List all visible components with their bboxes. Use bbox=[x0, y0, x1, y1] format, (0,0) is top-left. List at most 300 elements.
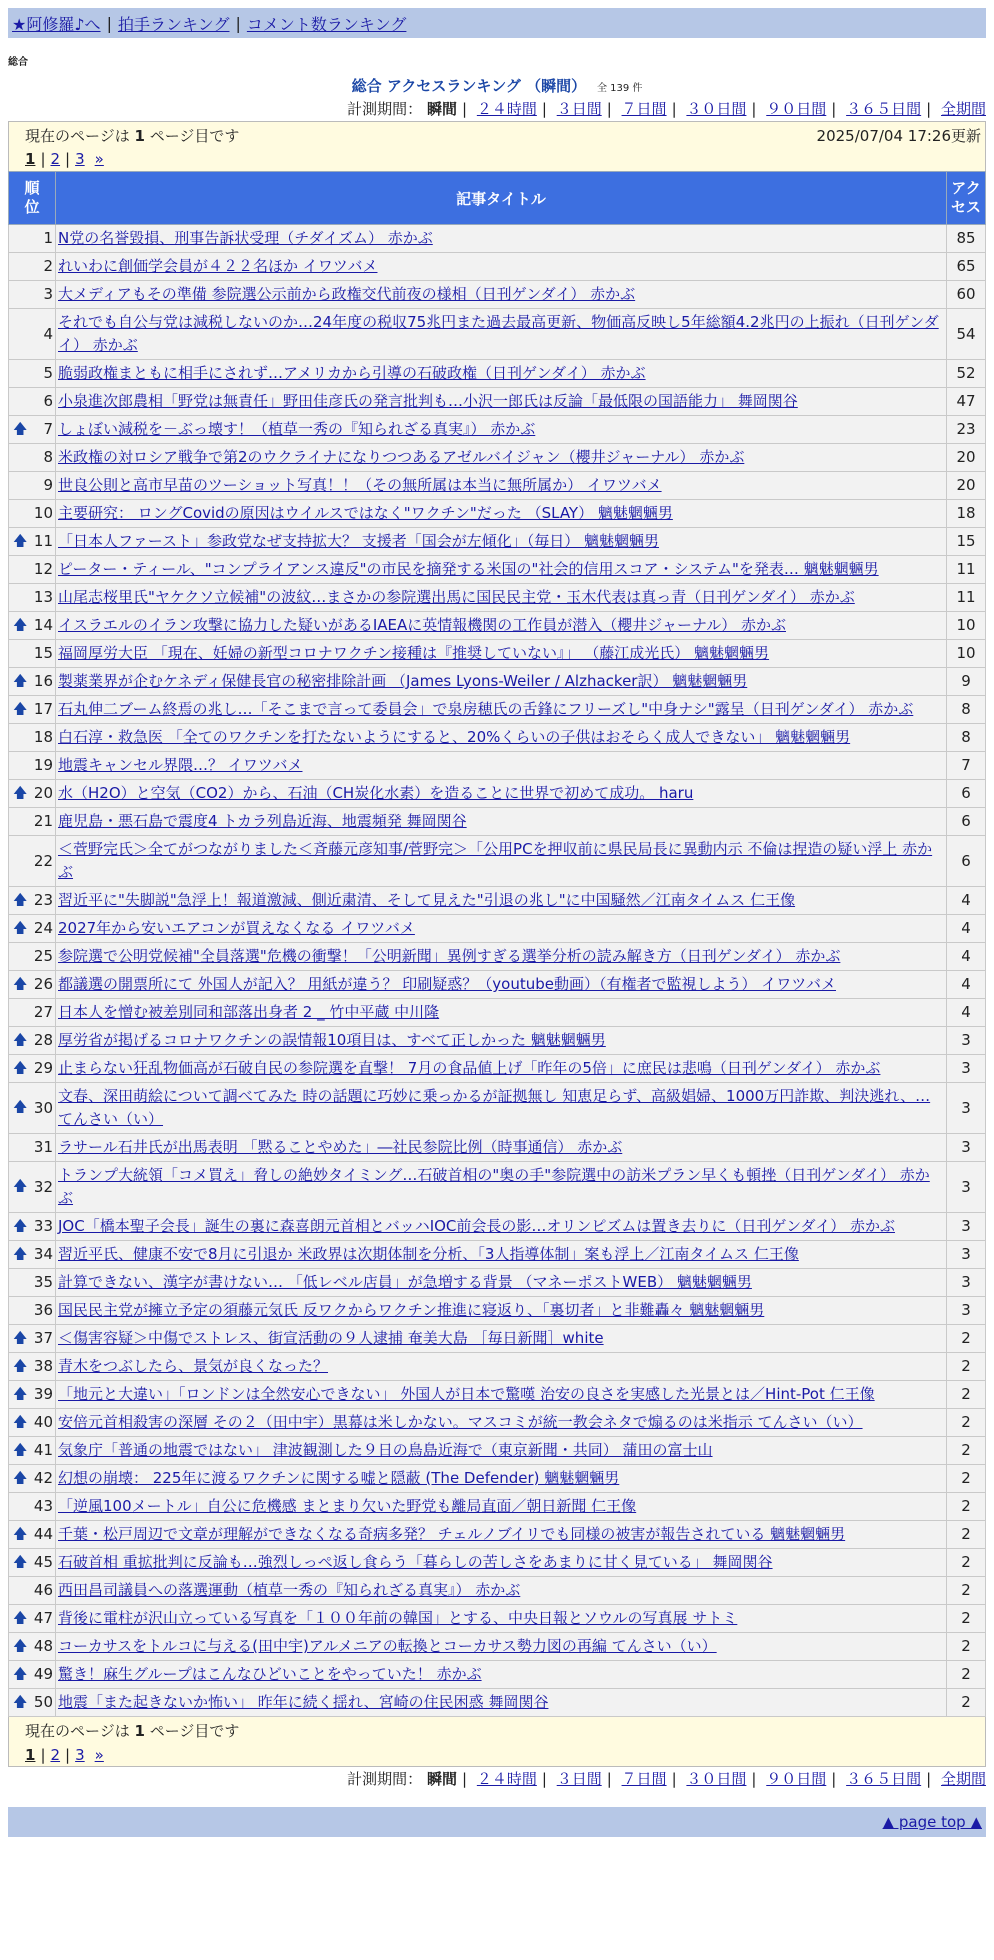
table-row bbox=[9, 253, 986, 281]
rank-cell bbox=[9, 1325, 56, 1353]
title-cell bbox=[56, 528, 947, 556]
table-row bbox=[9, 528, 986, 556]
access-count: 4 bbox=[947, 999, 986, 1027]
article-link[interactable]: 参院選で公明党候補"全員落選"危機の衝撃！「公明新聞」異例すぎる選挙分析の読み解き方（日刊ゲンダイ） 赤かぶ bbox=[58, 947, 841, 965]
table-row bbox=[9, 752, 986, 780]
article-link[interactable]: 都議選の開票所にて 外国人が記入？ 用紙が違う？ 印刷疑惑？（youtube動画）（有権者で監視しよう） イワツバメ bbox=[58, 975, 836, 993]
rank-number: 7 bbox=[43, 420, 53, 438]
article-link[interactable]: 驚き！麻生グループはこんなひどいことをやっていた！ 赤かぶ bbox=[58, 1665, 482, 1683]
title-cell bbox=[56, 1437, 947, 1465]
rank-cell bbox=[9, 528, 56, 556]
access-count: 52 bbox=[947, 360, 986, 388]
table-row bbox=[9, 1409, 986, 1437]
article-link[interactable]: ＜菅野完氏＞全てがつながりました＜斉藤元彦知事/菅野完＞「公用PCを押収前に県民局長に異動内示 不倫は捏造の疑い浮上 赤かぶ bbox=[58, 840, 933, 881]
article-link[interactable]: 千葉・松戸周辺で文章が理解ができなくなる奇病多発？ チェルノブイリでも同様の被害が報告されている 魑魅魍魎男 bbox=[58, 1525, 846, 1543]
rank-number: 35 bbox=[33, 1273, 53, 1291]
rank-number: 1 bbox=[43, 229, 53, 247]
title-cell bbox=[56, 1134, 947, 1162]
article-link[interactable]: 山尾志桜里氏"ヤケクソ立候補"の波紋…まさかの参院選出馬に国民民主党・玉木代表は真っ青（日刊ゲンダイ） 赤かぶ bbox=[58, 588, 855, 606]
rank-up-arrow-icon: 🡅 bbox=[13, 1526, 28, 1542]
title-cell bbox=[56, 696, 947, 724]
article-link[interactable]: 水（H2O）と空気（CO2）から、石油（CH炭化水素）を造ることに世界で初めて成功。 haru bbox=[58, 784, 694, 802]
rank-number: 38 bbox=[33, 1357, 53, 1375]
table-row bbox=[9, 1465, 986, 1493]
title-cell bbox=[56, 1055, 947, 1083]
access-count: 10 bbox=[947, 612, 986, 640]
table-row bbox=[9, 943, 986, 971]
rank-cell bbox=[9, 1134, 56, 1162]
article-link[interactable]: 米政権の対ロシア戦争で第2のウクライナになりつつあるアゼルバイジャン（櫻井ジャーナル） 赤かぶ bbox=[58, 448, 745, 466]
title-cell bbox=[56, 780, 947, 808]
rank-cell bbox=[9, 556, 56, 584]
table-row bbox=[9, 444, 986, 472]
rank-number: 41 bbox=[33, 1441, 53, 1459]
access-count: 2 bbox=[947, 1549, 986, 1577]
rank-cell bbox=[9, 1465, 56, 1493]
table-row bbox=[9, 1055, 986, 1083]
rank-number: 42 bbox=[33, 1469, 53, 1487]
article-link[interactable]: 青木をつぶしたら、景気が良くなった？ bbox=[58, 1357, 329, 1375]
title-cell bbox=[56, 943, 947, 971]
title-cell bbox=[56, 999, 947, 1027]
table-row bbox=[9, 472, 986, 500]
rank-cell bbox=[9, 1493, 56, 1521]
ranking-title-row bbox=[8, 75, 986, 97]
section-label: 総合 bbox=[8, 57, 28, 68]
article-link[interactable]: 大メディアもその準備 参院選公示前から政権交代前夜の様相（日刊ゲンダイ） 赤かぶ bbox=[58, 285, 636, 303]
nav-link-applause-ranking[interactable]: 拍手ランキング bbox=[117, 14, 230, 34]
access-count: 2 bbox=[947, 1381, 986, 1409]
rank-cell bbox=[9, 1353, 56, 1381]
rank-number: 36 bbox=[33, 1301, 53, 1319]
table-row bbox=[9, 1353, 986, 1381]
article-link[interactable]: 主要研究： ロングCovidの原因はウイルスではなく"ワクチン"だった （SLAY） 魑魅魍魎男 bbox=[58, 504, 673, 522]
title-cell bbox=[56, 556, 947, 584]
access-count: 9 bbox=[947, 668, 986, 696]
access-count: 20 bbox=[947, 472, 986, 500]
article-link[interactable]: 「地元と大違い」「ロンドンは全然安心できない」 外国人が日本で驚嘆 治安の良さを実感した光景とは／Hint-Pot 仁王像 bbox=[58, 1385, 875, 1403]
article-link[interactable]: 日本人を憎む被差別同和部落出身者 2 _ 竹中平蔵 中川隆 bbox=[58, 1003, 440, 1021]
title-cell bbox=[56, 253, 947, 281]
table-row bbox=[9, 281, 986, 309]
rank-number: 49 bbox=[33, 1665, 53, 1683]
rank-cell bbox=[9, 696, 56, 724]
title-cell bbox=[56, 309, 947, 360]
rank-cell bbox=[9, 416, 56, 444]
access-count: 2 bbox=[947, 1521, 986, 1549]
access-count: 2 bbox=[947, 1437, 986, 1465]
rank-up-arrow-icon: 🡅 bbox=[13, 617, 28, 633]
rank-up-arrow-icon: 🡅 bbox=[13, 1358, 28, 1374]
table-row bbox=[9, 1297, 986, 1325]
period-selector-top: 計測期間： 瞬間 | ２４時間 | ３日間 | ７日間 | ３０日間 | ９０日間 | ３６５日間 | 全期間 bbox=[347, 100, 986, 118]
rank-cell bbox=[9, 1213, 56, 1241]
table-row bbox=[9, 836, 986, 887]
article-link[interactable]: 脆弱政権まともに相手にされず…アメリカから引導の石破政権（日刊ゲンダイ） 赤かぶ bbox=[58, 364, 646, 382]
table-row bbox=[9, 915, 986, 943]
rank-number: 45 bbox=[33, 1553, 53, 1571]
rank-number: 14 bbox=[33, 616, 53, 634]
rank-cell bbox=[9, 1162, 56, 1213]
table-row bbox=[9, 1162, 986, 1213]
rank-cell bbox=[9, 1083, 56, 1134]
access-count: 54 bbox=[947, 309, 986, 360]
table-row bbox=[9, 584, 986, 612]
rank-cell bbox=[9, 1689, 56, 1717]
article-link[interactable]: 安倍元首相殺害の深層 その２（田中宇）黒幕は米しかない。マスコミが統一教会ネタで煽るのは米指示 てんさい（い） bbox=[58, 1413, 863, 1431]
page-title: 総合 アクセスランキング （瞬間） bbox=[351, 77, 587, 95]
rank-number: 48 bbox=[33, 1637, 53, 1655]
rank-up-arrow-icon: 🡅 bbox=[13, 892, 28, 908]
rank-up-arrow-icon: 🡅 bbox=[13, 533, 28, 549]
table-row bbox=[9, 640, 986, 668]
rank-cell bbox=[9, 225, 56, 253]
title-cell bbox=[56, 416, 947, 444]
rank-cell bbox=[9, 1521, 56, 1549]
access-count: 7 bbox=[947, 752, 986, 780]
access-count: 2 bbox=[947, 1605, 986, 1633]
article-link[interactable]: コーカサスをトルコに与える(田中宇)アルメニアの転換とコーカサス勢力図の再編 てんさい（い） bbox=[58, 1637, 717, 1655]
access-count: 60 bbox=[947, 281, 986, 309]
table-row bbox=[9, 696, 986, 724]
table-row bbox=[9, 1577, 986, 1605]
title-cell bbox=[56, 281, 947, 309]
table-row bbox=[9, 1521, 986, 1549]
table-row bbox=[9, 309, 986, 360]
article-link[interactable]: 石破首相 重拡批判に反論も…強烈しっぺ返し食らう「暮らしの苦しさをあまりに甘く見ている」 舞岡関谷 bbox=[58, 1553, 773, 1571]
title-cell bbox=[56, 1549, 947, 1577]
table-row bbox=[9, 724, 986, 752]
table-row bbox=[9, 1633, 986, 1661]
title-cell bbox=[56, 360, 947, 388]
rank-cell bbox=[9, 640, 56, 668]
title-cell bbox=[56, 752, 947, 780]
rank-number: 33 bbox=[33, 1217, 53, 1235]
table-row bbox=[9, 971, 986, 999]
title-cell bbox=[56, 1353, 947, 1381]
period-link-365d[interactable]: ３６５日間 bbox=[846, 100, 922, 118]
article-link[interactable]: ピーター・ティール、"コンプライアンス違反"の市民を摘発する米国の"社会的信用スコア・システム"を発表… 魑魅魍魎男 bbox=[58, 560, 879, 578]
total-count: 全 139 件 bbox=[596, 83, 643, 94]
rank-number: 46 bbox=[33, 1581, 53, 1599]
article-link[interactable]: それでも自公与党は減税しないのか…24年度の税収75兆円また過去最高更新、物価高反映し5年総額4.2兆円の上振れ（日刊ゲンダイ） 赤かぶ bbox=[58, 313, 939, 354]
rank-up-arrow-icon: 🡅 bbox=[13, 421, 28, 437]
access-count: 3 bbox=[947, 1241, 986, 1269]
rank-up-arrow-icon: 🡅 bbox=[13, 673, 28, 689]
article-link[interactable]: 国民民主党が擁立予定の須藤元気氏 反ワクからワクチン推進に寝返り、「裏切者」と非難轟々 魑魅魍魎男 bbox=[58, 1301, 765, 1319]
table-header-row bbox=[9, 172, 986, 225]
rank-cell bbox=[9, 1661, 56, 1689]
period-link-30d[interactable]: ３０日間 bbox=[686, 100, 747, 118]
article-link[interactable]: 「逆風100メートル」自公に危機感 まとまり欠いた野党も離局直面／朝日新聞 仁王像 bbox=[58, 1497, 637, 1515]
table-row bbox=[9, 1213, 986, 1241]
rank-up-arrow-icon: 🡅 bbox=[13, 1032, 28, 1048]
page-status-bottom: 現在のページは 1 ページ目です bbox=[25, 1722, 240, 1740]
rank-number: 44 bbox=[33, 1525, 53, 1543]
period-label-bottom: 計測期間： bbox=[347, 1770, 423, 1788]
period-link-90d[interactable]: ９０日間 bbox=[766, 100, 827, 118]
title-cell bbox=[56, 1493, 947, 1521]
rank-cell bbox=[9, 309, 56, 360]
page-status: 現在のページは 1 ページ目です bbox=[25, 127, 240, 145]
period-selector-bottom: 計測期間： 瞬間 | ２４時間 | ３日間 | ７日間 | ３０日間 | ９０日間 | ３６５日間 | 全期間 bbox=[347, 1770, 986, 1788]
period-link-all-bottom[interactable]: 全期間 bbox=[940, 1770, 986, 1788]
rank-cell bbox=[9, 584, 56, 612]
article-link[interactable]: イスラエルのイラン攻撃に協力した疑いがあるIAEAに英情報機関の工作員が潜入（櫻井ジャーナル） 赤かぶ bbox=[58, 616, 786, 634]
rank-cell bbox=[9, 444, 56, 472]
article-link[interactable]: 計算できない、漢字が書けない… 「低レベル店員」が急増する背景 （マネーポストWEB） 魑魅魍魎男 bbox=[58, 1273, 752, 1291]
article-link[interactable]: 止まらない狂乱物価高が石破自民の参院選を直撃！ 7月の食品値上げ「昨年の5倍」に庶民は悲鳴（日刊ゲンダイ） 赤かぶ bbox=[58, 1059, 881, 1077]
article-link[interactable]: 小泉進次郎農相「野党は無責任」野田佳彦氏の発言批判も…小沢一郎氏は反論「最低限の国語能力」 舞岡関谷 bbox=[58, 392, 798, 410]
rank-cell bbox=[9, 668, 56, 696]
title-cell bbox=[56, 1381, 947, 1409]
period-link-7d-bottom[interactable]: ７日間 bbox=[621, 1770, 667, 1788]
rank-cell bbox=[9, 836, 56, 887]
rank-cell bbox=[9, 1437, 56, 1465]
article-link[interactable]: しょぼい減税を－ぶっ壊す！（植草一秀の『知られざる真実』） 赤かぶ bbox=[58, 420, 536, 438]
article-link[interactable]: 世良公則と高市早苗のツーショット写真！！（その無所属は本当に無所属か） イワツバメ bbox=[58, 476, 662, 494]
title-cell bbox=[56, 1409, 947, 1437]
rank-up-arrow-icon: 🡅 bbox=[13, 1246, 28, 1262]
table-row bbox=[9, 1083, 986, 1134]
title-cell bbox=[56, 1027, 947, 1055]
table-row bbox=[9, 1325, 986, 1353]
page-link-next-bottom[interactable]: » bbox=[94, 1746, 104, 1764]
rank-cell bbox=[9, 388, 56, 416]
title-cell bbox=[56, 584, 947, 612]
article-link[interactable]: 製薬業界が企むケネディ保健長官の秘密排除計画 （James Lyons-Weiler / Alzhacker訳） 魑魅魍魎男 bbox=[58, 672, 748, 690]
table-row bbox=[9, 780, 986, 808]
rank-up-arrow-icon: 🡅 bbox=[13, 1442, 28, 1458]
rank-up-arrow-icon: 🡅 bbox=[13, 1386, 28, 1402]
rank-number: 17 bbox=[33, 700, 53, 718]
rank-number: 2 bbox=[43, 257, 53, 275]
rank-up-arrow-icon: 🡅 bbox=[13, 785, 28, 801]
page-link-2[interactable]: 2 bbox=[50, 150, 61, 168]
nav-separator: | bbox=[235, 13, 241, 33]
rank-number: 30 bbox=[33, 1098, 53, 1117]
rank-cell bbox=[9, 752, 56, 780]
rank-cell bbox=[9, 360, 56, 388]
rank-cell bbox=[9, 1269, 56, 1297]
rank-number: 23 bbox=[33, 891, 53, 909]
access-count: 6 bbox=[947, 808, 986, 836]
access-count: 2 bbox=[947, 1689, 986, 1717]
rank-number: 9 bbox=[43, 476, 53, 494]
rank-cell bbox=[9, 1549, 56, 1577]
table-row bbox=[9, 416, 986, 444]
rank-cell bbox=[9, 1297, 56, 1325]
page-link-3[interactable]: 3 bbox=[75, 150, 85, 168]
access-count: 3 bbox=[947, 1297, 986, 1325]
rank-cell bbox=[9, 1633, 56, 1661]
nav-link-asyura-home[interactable]: ★阿修羅♪へ bbox=[12, 14, 101, 34]
rank-number: 39 bbox=[33, 1385, 53, 1403]
rank-number: 25 bbox=[33, 947, 53, 965]
article-link[interactable]: 地震「また起きないか怖い」 昨年に続く揺れ、宮崎の住民困惑 舞岡関谷 bbox=[58, 1693, 549, 1711]
title-cell bbox=[56, 724, 947, 752]
article-link[interactable]: 背後に電柱が沢山立っている写真を「１００年前の韓国」とする、中央日報とソウルの写真展 サトミ bbox=[58, 1609, 738, 1627]
rank-number: 16 bbox=[33, 672, 53, 690]
article-link[interactable]: 厚労省が掲げるコロナワクチンの誤情報10項目は、すべて正しかった 魑魅魍魎男 bbox=[58, 1031, 606, 1049]
article-link[interactable]: 地震キャンセル界隈…？ イワツバメ bbox=[58, 756, 303, 774]
article-link[interactable]: 文春、深田萌絵について調べてみた 時の話題に巧妙に乗っかるが証拠無し 知恵足らず、高級娼婦、1000万円詐欺、判決逃れ、… てんさい（い） bbox=[58, 1087, 931, 1128]
table-row bbox=[9, 1493, 986, 1521]
table-row bbox=[9, 1661, 986, 1689]
article-link[interactable]: ＜傷害容疑＞中傷でストレス、街宣活動の９人逮捕 奄美大島 ［毎日新聞］white bbox=[58, 1329, 604, 1347]
table-row bbox=[9, 1027, 986, 1055]
article-link[interactable]: 習近平氏、健康不安で8月に引退か 米政界は次期体制を分析、「3人指導体制」案も浮上／江南タイムス 仁王像 bbox=[58, 1245, 799, 1263]
period-link-7d[interactable]: ７日間 bbox=[621, 100, 667, 118]
rank-cell bbox=[9, 612, 56, 640]
article-link[interactable]: 石丸伸二ブーム終焉の兆し…「そこまで言って委員会」で泉房穂氏の舌鋒にフリーズし"中身ナシ"露呈（日刊ゲンダイ） 赤かぶ bbox=[58, 700, 914, 718]
table-row bbox=[9, 668, 986, 696]
rank-cell bbox=[9, 1027, 56, 1055]
header-title: 記事タイトル bbox=[56, 172, 947, 225]
title-cell bbox=[56, 808, 947, 836]
rank-cell bbox=[9, 1381, 56, 1409]
article-link[interactable]: 「日本人ファースト」参政党なぜ支持拡大？ 支援者「国会が左傾化」（毎日） 魑魅魍魎男 bbox=[58, 532, 659, 550]
page-link-2-bottom[interactable]: 2 bbox=[50, 1746, 61, 1764]
top-nav-bar bbox=[8, 8, 986, 38]
rank-number: 21 bbox=[33, 812, 53, 830]
article-link[interactable]: 白石淳・救急医 「全てのワクチンを打たないようにすると、20%くらいの子供はおそらく成人できない」 魑魅魍魎男 bbox=[58, 728, 851, 746]
rank-up-arrow-icon: 🡅 bbox=[13, 1638, 28, 1654]
rank-number: 11 bbox=[33, 532, 53, 550]
period-link-90d-bottom[interactable]: ９０日間 bbox=[766, 1770, 827, 1788]
period-link-3d-bottom[interactable]: ３日間 bbox=[556, 1770, 602, 1788]
title-cell bbox=[56, 612, 947, 640]
access-count: 4 bbox=[947, 943, 986, 971]
article-link[interactable]: 福岡厚労大臣 「現在、妊婦の新型コロナワクチン接種は『推奨していない』」 （藤江成光氏） 魑魅魍魎男 bbox=[58, 644, 770, 662]
access-count: 2 bbox=[947, 1661, 986, 1689]
rank-cell bbox=[9, 472, 56, 500]
table-row bbox=[9, 388, 986, 416]
pagination-bottom: 現在のページは 1 ページ目です 1 | 2 | 3 » bbox=[8, 1717, 986, 1767]
rank-cell bbox=[9, 915, 56, 943]
access-count: 2 bbox=[947, 1465, 986, 1493]
article-link[interactable]: 気象庁「普通の地震ではない」 津波観測した９日の鳥島近海で（東京新聞・共同） 蒲田の富士山 bbox=[58, 1441, 713, 1459]
access-count: 3 bbox=[947, 1213, 986, 1241]
rank-cell bbox=[9, 943, 56, 971]
table-row bbox=[9, 612, 986, 640]
table-row bbox=[9, 1549, 986, 1577]
rank-number: 12 bbox=[33, 560, 53, 578]
header-count: アク セス bbox=[947, 172, 986, 225]
access-count: 3 bbox=[947, 1055, 986, 1083]
rank-number: 13 bbox=[33, 588, 53, 606]
rank-number: 28 bbox=[33, 1031, 53, 1049]
rank-number: 3 bbox=[43, 285, 53, 303]
rank-number: 32 bbox=[33, 1177, 53, 1196]
rank-up-arrow-icon: 🡅 bbox=[13, 976, 28, 992]
table-row bbox=[9, 1689, 986, 1717]
article-link[interactable]: 西田昌司議員への落選運動（植草一秀の『知られざる真実』） 赤かぶ bbox=[58, 1581, 521, 1599]
rank-number: 19 bbox=[33, 756, 53, 774]
table-row bbox=[9, 999, 986, 1027]
access-count: 85 bbox=[947, 225, 986, 253]
article-link[interactable]: JOC「橋本聖子会長」誕生の裏に森喜朗元首相とバッハIOC前会長の影…オリンピズムは置き去りに（日刊ゲンダイ） 赤かぶ bbox=[58, 1217, 895, 1235]
article-link[interactable]: N党の名誉毀損、刑事告訴状受理（チダイズム） 赤かぶ bbox=[58, 229, 433, 247]
title-cell bbox=[56, 1325, 947, 1353]
rank-number: 50 bbox=[33, 1693, 53, 1711]
rank-number: 37 bbox=[33, 1329, 53, 1347]
title-cell bbox=[56, 1633, 947, 1661]
period-link-30d-bottom[interactable]: ３０日間 bbox=[686, 1770, 747, 1788]
rank-number: 26 bbox=[33, 975, 53, 993]
access-count: 6 bbox=[947, 836, 986, 887]
article-link[interactable]: 鹿児島・悪石島で震度4 トカラ列島近海、地震頻発 舞岡関谷 bbox=[58, 812, 467, 830]
article-link[interactable]: 習近平に"失脚説"急浮上！報道激減、側近粛清、そして見えた"引退の兆し"に中国騒然／江南タイムス 仁王像 bbox=[58, 891, 796, 909]
access-count: 11 bbox=[947, 584, 986, 612]
rank-number: 31 bbox=[33, 1138, 53, 1156]
article-link[interactable]: トランプ大統領「コメ買え」脅しの絶妙タイミング…石破首相の"奥の手"参院選中の訪米プラン早くも頓挫（日刊ゲンダイ） 赤かぶ bbox=[58, 1166, 930, 1207]
title-cell bbox=[56, 1213, 947, 1241]
page-link-next[interactable]: » bbox=[94, 150, 104, 168]
page-top-link[interactable]: ▲ page top ▲ bbox=[882, 1813, 982, 1831]
rank-number: 24 bbox=[33, 919, 53, 937]
rank-number: 6 bbox=[43, 392, 53, 410]
rank-number: 4 bbox=[43, 324, 53, 343]
period-current: 瞬間 bbox=[426, 100, 457, 118]
header-rank: 順 位 bbox=[9, 172, 56, 225]
access-count: 2 bbox=[947, 1409, 986, 1437]
rank-cell bbox=[9, 999, 56, 1027]
period-link-24h[interactable]: ２４時間 bbox=[476, 100, 537, 118]
period-current-bottom: 瞬間 bbox=[426, 1770, 457, 1788]
access-count: 8 bbox=[947, 724, 986, 752]
period-link-365d-bottom[interactable]: ３６５日間 bbox=[846, 1770, 922, 1788]
title-cell bbox=[56, 444, 947, 472]
access-count: 3 bbox=[947, 1269, 986, 1297]
table-row bbox=[9, 1437, 986, 1465]
access-count: 65 bbox=[947, 253, 986, 281]
period-link-24h-bottom[interactable]: ２４時間 bbox=[476, 1770, 537, 1788]
rank-up-arrow-icon: 🡅 bbox=[13, 1178, 28, 1195]
access-count: 4 bbox=[947, 971, 986, 999]
article-link[interactable]: 幻想の崩壊： 225年に渡るワクチンに関する嘘と隠蔽 (The Defender) 魑魅魍魎男 bbox=[58, 1469, 620, 1487]
title-cell bbox=[56, 915, 947, 943]
pagination-top: 現在のページは 1 ページ目です 2025/07/04 17:26更新 1 | 2 | 3 » bbox=[8, 121, 986, 171]
rank-number: 18 bbox=[33, 728, 53, 746]
rank-number: 40 bbox=[33, 1413, 53, 1431]
rank-cell bbox=[9, 1241, 56, 1269]
period-link-3d[interactable]: ３日間 bbox=[556, 100, 602, 118]
table-row bbox=[9, 1381, 986, 1409]
rank-cell bbox=[9, 253, 56, 281]
table-row bbox=[9, 1241, 986, 1269]
rank-up-arrow-icon: 🡅 bbox=[13, 1414, 28, 1430]
title-cell bbox=[56, 1083, 947, 1134]
article-link[interactable]: ラサール石井氏が出馬表明 「黙ることやめた」―社民参院比例（時事通信） 赤かぶ bbox=[58, 1138, 623, 1156]
period-link-all[interactable]: 全期間 bbox=[940, 100, 986, 118]
access-count: 8 bbox=[947, 696, 986, 724]
access-count: 3 bbox=[947, 1162, 986, 1213]
title-cell bbox=[56, 640, 947, 668]
page-link-3-bottom[interactable]: 3 bbox=[75, 1746, 85, 1764]
rank-number: 43 bbox=[33, 1497, 53, 1515]
access-count: 3 bbox=[947, 1083, 986, 1134]
title-cell bbox=[56, 668, 947, 696]
page-current-bottom: 1 bbox=[25, 1746, 36, 1764]
table-row bbox=[9, 225, 986, 253]
rank-cell bbox=[9, 724, 56, 752]
nav-link-comment-ranking[interactable]: コメント数ランキング bbox=[246, 14, 407, 34]
article-link[interactable]: 2027年から安いエアコンが買えなくなる イワツバメ bbox=[58, 919, 415, 937]
rank-number: 10 bbox=[33, 504, 53, 522]
article-link[interactable]: れいわに創価学会員が４２２名ほか イワツバメ bbox=[58, 257, 378, 275]
nav-separator: | bbox=[106, 13, 112, 33]
